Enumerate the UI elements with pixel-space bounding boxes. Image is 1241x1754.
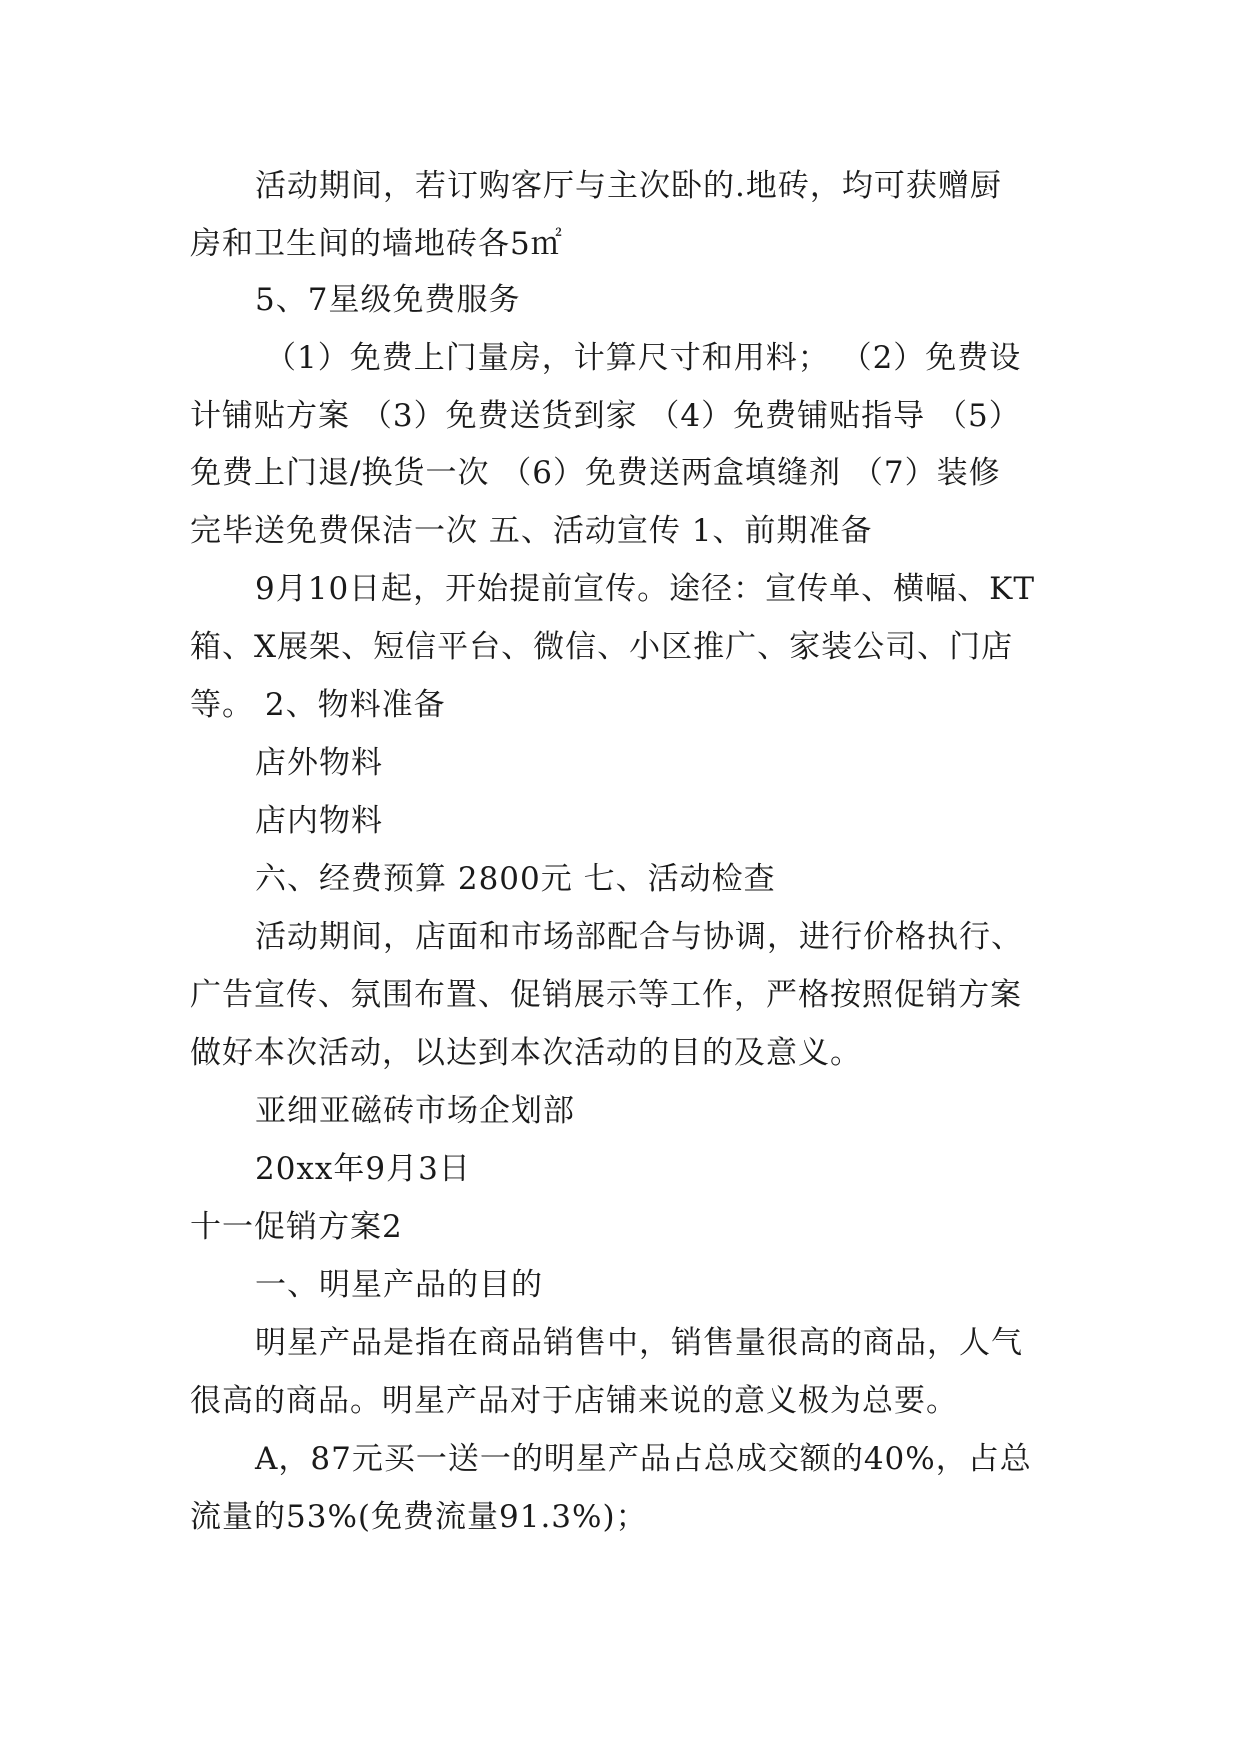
paragraph-line: 房和卫生间的墙地砖各5㎡ (190, 226, 563, 262)
paragraph-line: 箱、X展架、短信平台、微信、小区推广、家装公司、门店 (190, 629, 1014, 665)
paragraph-line: 流量的53%(免费流量91.3%)； (190, 1499, 648, 1535)
paragraph-line: 9月10日起，开始提前宣传。途径：宣传单、横幅、KT (255, 571, 1036, 607)
section-title: 十一促销方案2 (190, 1209, 403, 1245)
paragraph-line: 完毕送免费保洁一次 五、活动宣传 1、前期准备 (190, 513, 873, 549)
signature-line: 亚细亚磁砖市场企划部 (255, 1093, 575, 1129)
paragraph-line: 店外物料 (255, 745, 383, 781)
paragraph-line: 5、7星级免费服务 (255, 282, 521, 318)
paragraph-line: A，87元买一送一的明星产品占总成交额的40%，占总 (255, 1441, 1032, 1477)
paragraph-line: 活动期间，若订购客厅与主次卧的.地砖，均可获赠厨 (255, 168, 1002, 204)
paragraph-line: 等。 2、物料准备 (190, 687, 446, 723)
paragraph-line: 做好本次活动，以达到本次活动的目的及意义。 (190, 1035, 862, 1071)
paragraph-line: 广告宣传、氛围布置、促销展示等工作，严格按照促销方案 (190, 977, 1022, 1013)
paragraph-line: （1）免费上门量房，计算尺寸和用料； （2）免费设 (265, 340, 1022, 376)
date-line: 20xx年9月3日 (255, 1151, 471, 1187)
paragraph-line: 活动期间，店面和市场部配合与协调，进行价格执行、 (255, 919, 1023, 955)
section-heading: 一、明星产品的目的 (255, 1267, 543, 1303)
paragraph-line: 计铺贴方案 （3）免费送货到家 （4）免费铺贴指导 （5） (190, 398, 1021, 434)
paragraph-line: 很高的商品。明星产品对于店铺来说的意义极为总要。 (190, 1383, 958, 1419)
paragraph-line: 六、经费预算 2800元 七、活动检查 (255, 861, 776, 897)
paragraph-line: 明星产品是指在商品销售中，销售量很高的商品，人气 (255, 1325, 1023, 1361)
paragraph-line: 店内物料 (255, 803, 383, 839)
paragraph-line: 免费上门退/换货一次 （6）免费送两盒填缝剂 （7）装修 (190, 455, 1001, 491)
